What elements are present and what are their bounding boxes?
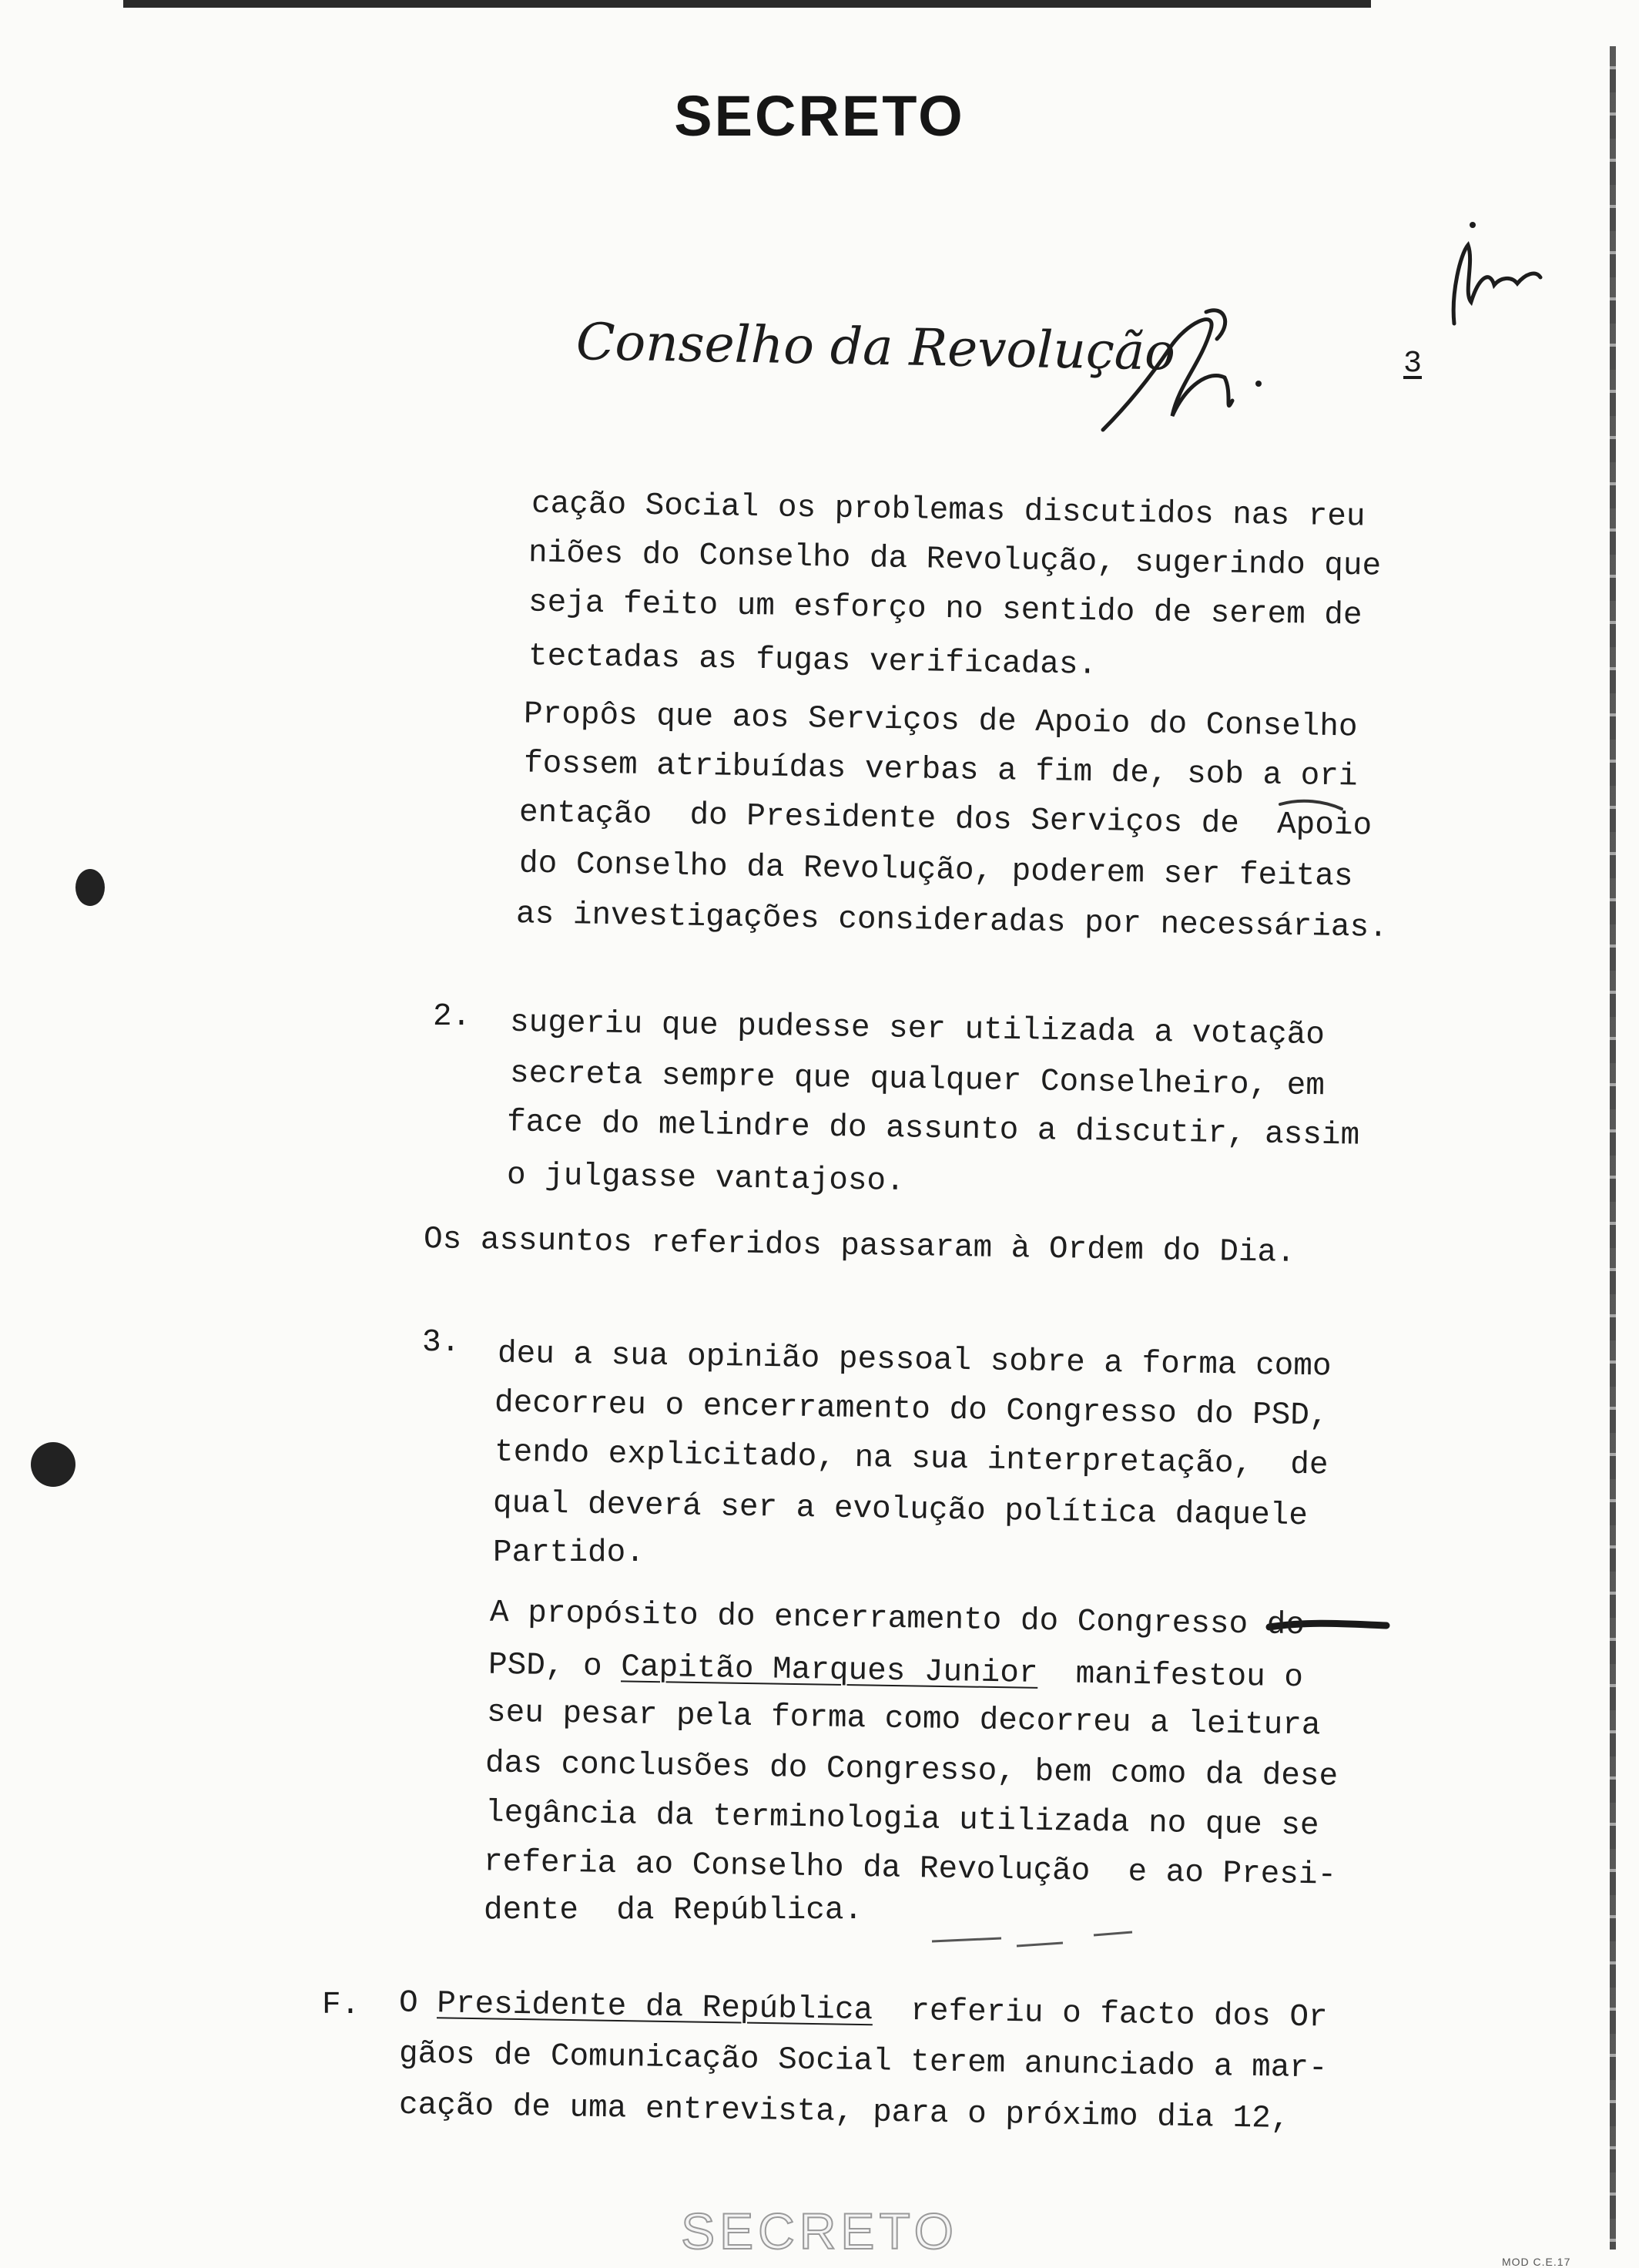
text-run: manifestou o	[1037, 1656, 1304, 1696]
text-line: tectadas as fugas verificadas.	[528, 639, 1098, 683]
text-run: referiu o facto dos Or	[872, 1993, 1328, 2036]
text-line: cação de uma entrevista, para o próximo dia 12,	[398, 2087, 1290, 2138]
list-number: 3.	[422, 1325, 461, 1360]
classification-header: SECRETO	[674, 84, 965, 148]
text-line: entação do Presidente dos Serviços de Apoio	[518, 795, 1373, 844]
text-line: do Conselho da Revolução, poderem ser feitas	[518, 846, 1353, 895]
margin-initials	[1453, 245, 1540, 324]
form-code: MOD C.E.17	[1502, 2256, 1571, 2268]
text-run: O	[398, 1985, 437, 2022]
text-line: decorreu o encerramento do Congresso do PSD,	[494, 1385, 1329, 1434]
text-line: o julgasse vantajoso.	[506, 1157, 906, 1200]
text-line: sugeriu que pudesse ser utilizada a votação	[509, 1005, 1326, 1054]
text-line: secreta sempre que qualquer Conselheiro, em	[509, 1055, 1326, 1105]
text-line: Propôs que aos Serviços de Apoio do Conselho	[523, 696, 1358, 746]
text-line: as investigações consideradas por necessárias.	[515, 897, 1389, 946]
letterhead: Conselho da Revolução	[575, 312, 1176, 382]
text-line: dente da República.	[484, 1893, 863, 1928]
text-line: referia ao Conselho da Revolução e ao Presi-	[483, 1844, 1337, 1894]
text-line: fossem atribuídas verbas a fim de, sob a ori	[523, 746, 1358, 795]
text-line: tendo explicitado, na sua interpretação, de	[494, 1434, 1329, 1484]
text-line: das conclusões do Congresso, bem como da dese	[484, 1746, 1339, 1795]
text-line: seja feito um esforço no sentido de serem de	[528, 585, 1362, 634]
signature-scribble	[1103, 320, 1232, 430]
text-line: A propósito do encerramento do Congresso do	[489, 1595, 1306, 1644]
text-line: Partido.	[493, 1535, 645, 1571]
text-line: qual deverá ser a evolução política daquele	[492, 1485, 1309, 1535]
text-line: seu pesar pela forma como decorreu a leitura	[486, 1695, 1321, 1744]
text-line: Os assuntos referidos passaram à Ordem do Dia.	[423, 1222, 1296, 1271]
text-line: gãos de Comunicação Social terem anunciado a mar-	[398, 2036, 1328, 2087]
list-number: 2.	[433, 999, 471, 1035]
text-run: PSD, o	[488, 1647, 622, 1686]
text-line: deu a sua opinião pessoal sobre a forma como	[497, 1336, 1332, 1385]
classification-footer: SECRETO	[681, 2203, 958, 2260]
text-line: niões do Conselho da Revolução, sugerindo que	[528, 535, 1382, 585]
text-line: legância da terminologia utilizada no que se	[484, 1795, 1319, 1844]
page-number: 3	[1403, 347, 1423, 381]
text-line: face do melindre do assunto a discutir, assim	[506, 1105, 1360, 1154]
text-line: cação Social os problemas discutidos nas reu	[531, 486, 1366, 535]
underlined-name: Capitão Marques Junior	[620, 1649, 1038, 1692]
section-letter: F.	[322, 1988, 360, 2023]
underlined-name: Presidente da República	[436, 1986, 873, 2029]
